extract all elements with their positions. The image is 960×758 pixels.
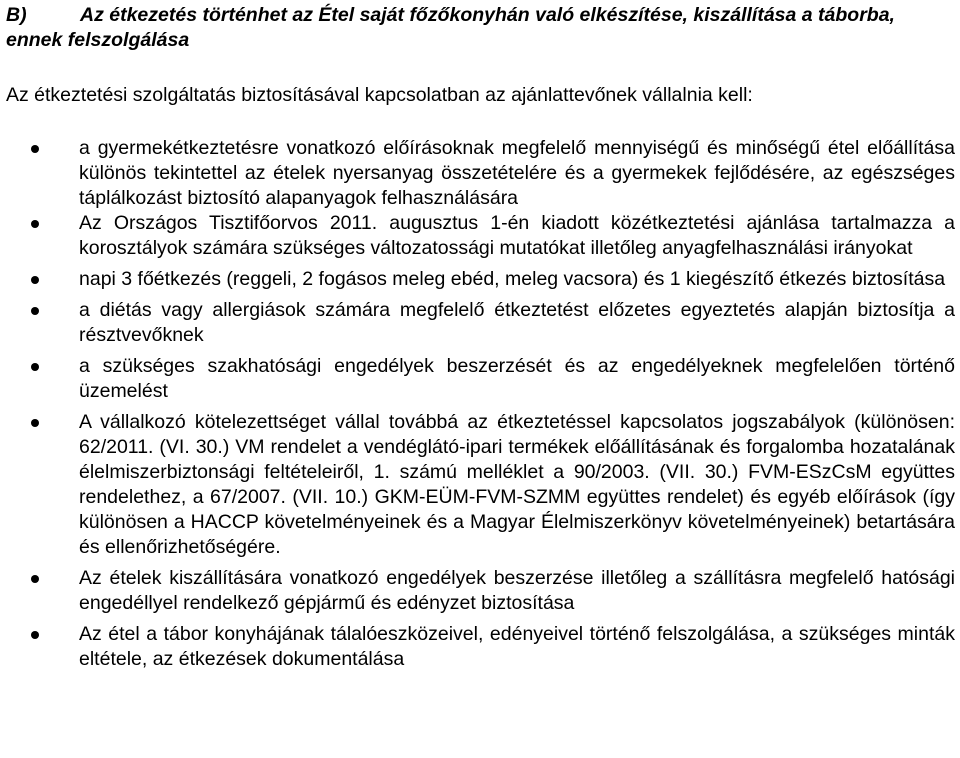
bullet-icon xyxy=(31,307,39,315)
bullet-icon xyxy=(31,363,39,371)
list-item-text: Az ételek kiszállítására vonatkozó engedélyek beszerzése illetőleg a szállításra megfelelő hatósági engedéllyel rendelkező gépjármű és edényzet biztosítása xyxy=(79,567,955,614)
list-item-text: napi 3 főétkezés (reggeli, 2 fogásos meleg ebéd, meleg vacsora) és 1 kiegészítő étkezés biztosítása xyxy=(79,268,946,290)
bullet-icon xyxy=(31,145,39,153)
requirements-list xyxy=(0,136,960,672)
list-item-text: Az étel a tábor konyhájának tálalóeszközeivel, edényeivel történő felszolgálása, a szükséges minták eltétele, az étkezések dokumentálása xyxy=(79,623,955,670)
bullet-icon xyxy=(31,220,39,228)
list-item xyxy=(0,298,960,348)
bullet-icon xyxy=(31,419,39,427)
list-item xyxy=(0,136,960,211)
list-item xyxy=(0,211,960,261)
bullet-icon xyxy=(31,631,39,639)
bullet-icon xyxy=(31,276,39,284)
bullet-icon xyxy=(31,575,39,583)
list-item xyxy=(0,622,960,672)
list-item xyxy=(0,354,960,404)
intro-paragraph: Az étkeztetési szolgáltatás biztosításával kapcsolatban az ajánlattevőnek vállalnia kell: xyxy=(6,84,753,106)
list-item xyxy=(0,267,960,292)
list-item-text: A vállalkozó kötelezettséget vállal továbbá az étkeztetéssel kapcsolatos jogszabályok (különösen: 62/2011. (VI. 30.) VM rendelet a vendéglátó-ipari termékek előállításának és forgalomba hozatalának élelmiszerbiztonsági feltételeiről, 1. számú melléklet a 90/2003. (VII. 30.) FVM-ESzCsM együttes rendelethez, a 67/2007. (VII. 10.) GKM-EÜM-FVM-SZMM együttes rendelet) és egyéb előírások (így különösen a HACCP követelményeinek és a Magyar Élelmiszerkönyv követelményeinek) betartására és ellenőrizhetőségére. xyxy=(79,411,955,558)
list-item-text: Az Országos Tisztifőorvos 2011. augusztus 1-én kiadott közétkeztetési ajánlása tartalmazza a korosztályok számára szükséges változatossági mutatókat illetőleg anyagfelhasználási irányokat xyxy=(79,212,955,259)
list-item-text: a szükséges szakhatósági engedélyek beszerzését és az engedélyeknek megfelelően történő üzemelést xyxy=(79,355,955,402)
section-number: B) xyxy=(6,4,27,26)
list-item-text: a diétás vagy allergiások számára megfelelő étkeztetést előzetes egyeztetés alapján biztosítja a résztvevőknek xyxy=(79,299,955,346)
section-title: Az étkezetés történhet az Étel saját főzőkonyhán való elkészítése, kiszállítása a táborba, ennek felszolgálása xyxy=(6,4,895,51)
list-item xyxy=(0,566,960,616)
list-item xyxy=(0,410,960,560)
section-heading xyxy=(6,3,956,53)
list-item-text: a gyermekétkeztetésre vonatkozó előírásoknak megfelelő mennyiségű és minőségű étel előállítása különös tekintettel az ételek nyersanyag összetételére és a gyermekek fejlődésére, az egészséges táplálkozást biztosító alapanyagok felhasználására xyxy=(79,137,955,209)
